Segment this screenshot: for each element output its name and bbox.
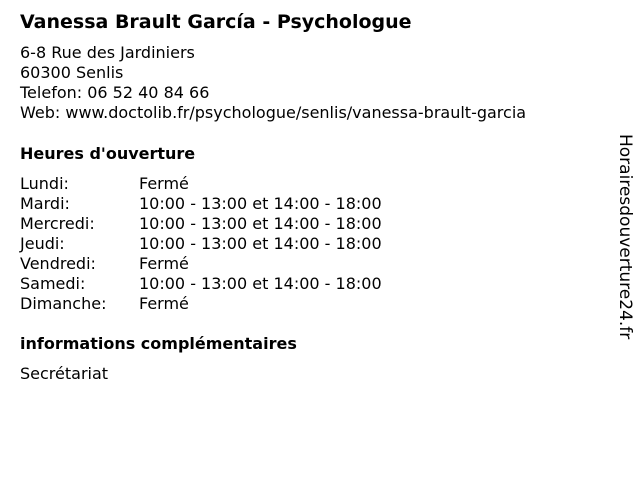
additional-info-text: Secrétariat: [20, 364, 109, 383]
side-brand-text: Horairesdouverture24.fr: [615, 134, 635, 340]
side-brand-watermark: [612, 134, 636, 374]
day-hours: 10:00 - 13:00 et 14:00 - 18:00: [139, 194, 382, 213]
day-label: Mardi:: [20, 194, 70, 213]
day-hours: Fermé: [139, 294, 189, 313]
street-address: 6-8 Rue des Jardiniers: [20, 43, 195, 62]
page-title: Vanessa Brault García - Psychologue: [20, 11, 412, 33]
additional-info-heading: informations complémentaires: [20, 334, 297, 353]
day-hours: Fermé: [139, 254, 189, 273]
hours-heading: Heures d'ouverture: [20, 144, 196, 163]
day-hours: 10:00 - 13:00 et 14:00 - 18:00: [139, 214, 382, 233]
day-label: Jeudi:: [20, 234, 65, 253]
address-block: [20, 43, 526, 123]
day-label: Vendredi:: [20, 254, 96, 273]
day-label: Dimanche:: [20, 294, 107, 313]
website-url: Web: www.doctolib.fr/psychologue/senlis/vanessa-brault-garcia: [20, 103, 527, 122]
day-label: Lundi:: [20, 174, 69, 193]
day-hours: 10:00 - 13:00 et 14:00 - 18:00: [139, 234, 382, 253]
day-hours: 10:00 - 13:00 et 14:00 - 18:00: [139, 274, 382, 293]
day-hours: Fermé: [139, 174, 189, 193]
phone-number: Telefon: 06 52 40 84 66: [20, 83, 210, 102]
city-postcode: 60300 Senlis: [20, 63, 124, 82]
day-label: Mercredi:: [20, 214, 95, 233]
day-label: Samedi:: [20, 274, 86, 293]
